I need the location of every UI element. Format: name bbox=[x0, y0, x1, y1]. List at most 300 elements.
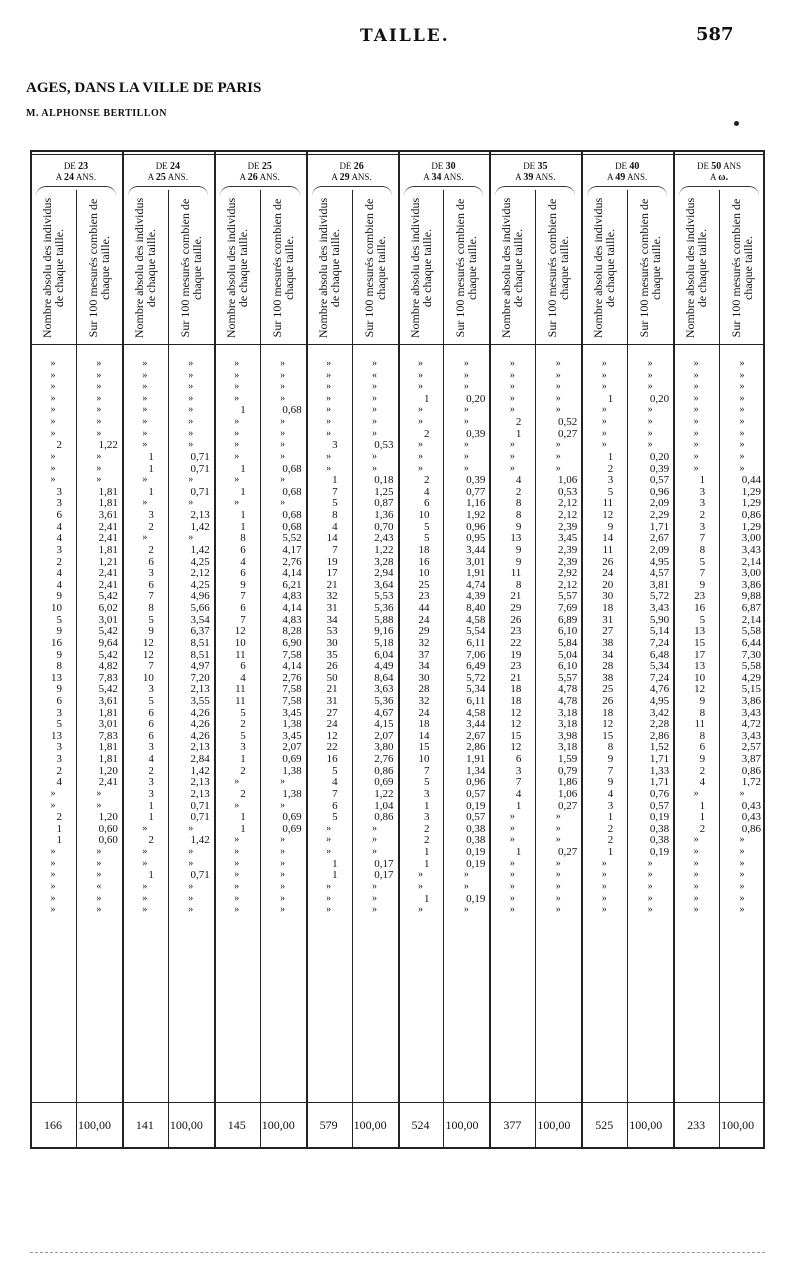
count-cell: 50 bbox=[326, 671, 338, 684]
column-header-count: Nombre absolu des individus de chaque taille. bbox=[683, 197, 710, 339]
count-cell: 6 bbox=[240, 660, 246, 673]
age-group-header bbox=[398, 161, 490, 183]
percent-cell: 5,88 bbox=[374, 613, 394, 626]
percent-cell: » bbox=[463, 869, 469, 881]
percent-cell: 0,19 bbox=[466, 799, 486, 812]
percent-cell: » bbox=[739, 439, 745, 451]
count-cell: » bbox=[693, 358, 699, 369]
count-cell: 14 bbox=[602, 532, 614, 545]
percent-cell: 4,17 bbox=[282, 543, 302, 556]
count-cell: » bbox=[601, 904, 607, 916]
count-cell: 7 bbox=[240, 590, 246, 603]
age-from-prefix: DE bbox=[697, 161, 710, 171]
column-header-percent: Sur 100 mesurés combien de chaque taille. bbox=[453, 198, 480, 338]
count-cell: » bbox=[417, 880, 423, 892]
percent-cell: 2,67 bbox=[649, 532, 670, 545]
percent-cell: » bbox=[739, 462, 745, 474]
count-cell: 7 bbox=[148, 590, 154, 603]
count-cell: » bbox=[509, 904, 515, 916]
count-cell: 1 bbox=[332, 869, 338, 882]
percent-cell: 4,29 bbox=[741, 671, 761, 684]
percent-cell: » bbox=[188, 904, 194, 916]
percent-cell: 4,96 bbox=[190, 590, 210, 603]
count-cell: » bbox=[234, 880, 240, 892]
count-cell: 21 bbox=[326, 683, 338, 696]
percent-cell: 0,86 bbox=[374, 811, 394, 824]
age-unit: ANS. bbox=[351, 172, 372, 182]
percent-cell: 1,16 bbox=[466, 497, 486, 510]
age-to-prefix: A bbox=[55, 172, 62, 182]
count-cell: » bbox=[234, 869, 240, 881]
percent-cell: 6,49 bbox=[466, 660, 486, 673]
percent-cell: 2,12 bbox=[558, 578, 578, 591]
age-from: 24 bbox=[169, 161, 180, 172]
percent-cell: 3,43 bbox=[649, 602, 670, 615]
age-to-prefix: A bbox=[515, 172, 522, 182]
percent-cell: » bbox=[372, 462, 378, 474]
percent-cell: » bbox=[188, 404, 194, 416]
percent-cell: 5,14 bbox=[649, 625, 670, 638]
count-cell: » bbox=[50, 892, 56, 904]
percent-cell: » bbox=[188, 369, 194, 381]
count-cell: 7 bbox=[332, 485, 338, 498]
count-cell: 22 bbox=[510, 636, 522, 649]
percent-cell: » bbox=[96, 392, 102, 404]
percent-cell: » bbox=[280, 474, 286, 486]
percent-cell: » bbox=[96, 904, 102, 916]
count-cell: 2 bbox=[515, 485, 522, 498]
percent-cell: 2,13 bbox=[190, 776, 210, 789]
percent-cell: 3,28 bbox=[374, 555, 394, 568]
percent-cell: 6,10 bbox=[558, 625, 578, 638]
age-group-header bbox=[489, 161, 581, 183]
count-cell: » bbox=[142, 474, 148, 486]
count-cell: 7 bbox=[148, 660, 154, 673]
count-cell: 23 bbox=[510, 660, 522, 673]
percent-cell: 4,26 bbox=[190, 729, 210, 742]
count-cell: 2 bbox=[423, 474, 430, 487]
percent-cell: 1,29 bbox=[741, 485, 761, 498]
count-cell: 4 bbox=[56, 520, 62, 533]
count-cell: » bbox=[234, 497, 240, 509]
age-to: 49 bbox=[615, 172, 626, 183]
count-cell: 26 bbox=[602, 694, 614, 707]
percent-cell: 7,20 bbox=[190, 671, 210, 684]
count-cell: » bbox=[50, 404, 56, 416]
percent-cell: » bbox=[555, 404, 561, 416]
count-cell: » bbox=[326, 904, 332, 916]
percent-cell: » bbox=[555, 880, 561, 892]
count-cell: » bbox=[326, 427, 332, 439]
percent-cell: » bbox=[739, 369, 745, 381]
count-cell: 1 bbox=[607, 811, 614, 824]
percent-cell: 4,26 bbox=[190, 718, 210, 731]
count-cell: 5 bbox=[148, 613, 154, 626]
count-cell: 6 bbox=[423, 497, 430, 510]
percent-cell: 0,96 bbox=[466, 776, 486, 789]
count-cell: 28 bbox=[602, 660, 614, 673]
count-cell: 3 bbox=[699, 485, 706, 498]
count-cell: 2 bbox=[607, 462, 614, 475]
percent-cell: 0,69 bbox=[374, 776, 394, 789]
percent-cell: 0,96 bbox=[649, 485, 670, 498]
percent-cell: 2,29 bbox=[649, 509, 670, 522]
percent-cell: 1,29 bbox=[741, 520, 761, 533]
percent-cell: » bbox=[463, 358, 469, 369]
count-cell: 32 bbox=[418, 694, 430, 707]
count-cell: » bbox=[601, 869, 607, 881]
column-header-percent: Sur 100 mesurés combien de chaque taille. bbox=[545, 198, 572, 338]
count-cell: 2 bbox=[699, 822, 706, 835]
percent-cell: 0,95 bbox=[466, 532, 486, 545]
count-cell: » bbox=[601, 416, 607, 428]
percent-cell: 0,68 bbox=[282, 404, 302, 417]
count-cell: 3 bbox=[148, 787, 154, 800]
percent-cell: » bbox=[280, 857, 286, 869]
percent-cell: » bbox=[555, 462, 561, 474]
count-cell: 1 bbox=[515, 799, 522, 812]
percent-cell: 0,52 bbox=[558, 416, 578, 429]
count-cell: » bbox=[142, 416, 148, 428]
count-cell: 10 bbox=[142, 671, 154, 684]
percent-cell: 2,43 bbox=[374, 532, 394, 545]
percent-cell: » bbox=[188, 846, 194, 858]
percent-cell: » bbox=[739, 787, 745, 799]
count-cell: » bbox=[234, 369, 240, 381]
percent-cell: » bbox=[188, 822, 194, 834]
count-cell: 1 bbox=[148, 450, 154, 463]
count-cell: » bbox=[693, 869, 699, 881]
percent-cell: » bbox=[372, 392, 378, 404]
count-cell: » bbox=[693, 857, 699, 869]
count-cell: 9 bbox=[607, 776, 614, 789]
count-cell: 12 bbox=[694, 683, 706, 696]
percent-cell: 0,86 bbox=[741, 764, 761, 777]
total-count: 166 bbox=[44, 1118, 62, 1132]
count-cell: » bbox=[417, 358, 423, 369]
percent-cell: 3,43 bbox=[741, 706, 761, 719]
count-cell: 23 bbox=[510, 625, 522, 638]
count-cell: 4 bbox=[423, 485, 430, 498]
count-cell: » bbox=[509, 822, 515, 834]
age-unit: ANS. bbox=[627, 172, 648, 182]
count-cell: 10 bbox=[234, 636, 246, 649]
percent-cell: 3,64 bbox=[374, 578, 394, 591]
count-cell: » bbox=[50, 904, 56, 916]
count-cell: 25 bbox=[602, 683, 614, 696]
count-cell: » bbox=[693, 834, 699, 846]
percent-cell: » bbox=[647, 381, 653, 393]
count-cell: 15 bbox=[602, 729, 614, 742]
percent-cell: 0,68 bbox=[282, 509, 302, 522]
percent-cell: 3,86 bbox=[741, 578, 761, 591]
percent-cell: » bbox=[188, 439, 194, 451]
percent-cell: 4,95 bbox=[649, 694, 670, 707]
count-cell: 15 bbox=[510, 729, 522, 742]
percent-cell: » bbox=[555, 822, 561, 834]
count-cell: » bbox=[326, 846, 332, 858]
percent-cell: 6,11 bbox=[466, 694, 486, 707]
percent-cell: 3,61 bbox=[98, 509, 118, 522]
count-cell: » bbox=[142, 532, 148, 544]
count-cell: 9 bbox=[240, 578, 246, 591]
count-cell: 6 bbox=[148, 718, 154, 731]
count-cell: » bbox=[50, 846, 56, 858]
count-cell: 5 bbox=[423, 520, 430, 533]
column-header-percent: Sur 100 mesurés combien de chaque taille. bbox=[729, 198, 756, 338]
count-cell: 12 bbox=[326, 729, 338, 742]
age-unit: ANS. bbox=[535, 172, 556, 182]
count-cell: 1 bbox=[332, 474, 338, 487]
count-cell: 1 bbox=[148, 869, 154, 882]
count-cell: 1 bbox=[423, 846, 430, 859]
count-cell: 2 bbox=[240, 764, 246, 777]
count-cell: » bbox=[234, 904, 240, 916]
percent-cell: 0,38 bbox=[649, 822, 670, 835]
count-cell: 1 bbox=[423, 892, 430, 905]
percent-cell: » bbox=[555, 358, 561, 369]
count-cell: 12 bbox=[510, 706, 522, 719]
percent-cell: » bbox=[280, 846, 286, 858]
percent-cell: » bbox=[372, 822, 378, 834]
count-cell: 3 bbox=[56, 543, 62, 556]
count-cell: 4 bbox=[56, 567, 62, 580]
count-cell: » bbox=[326, 880, 332, 892]
age-from-prefix: DE bbox=[615, 161, 628, 171]
age-to: ω. bbox=[718, 172, 729, 183]
count-cell: 31 bbox=[326, 694, 338, 707]
percent-cell: « bbox=[372, 369, 378, 381]
count-cell: 1 bbox=[699, 799, 706, 812]
percent-cell: 6,02 bbox=[98, 602, 118, 615]
count-cell: 7 bbox=[699, 532, 706, 545]
count-cell: 31 bbox=[602, 613, 614, 626]
count-cell: 2 bbox=[423, 834, 430, 847]
count-cell: 5 bbox=[332, 497, 338, 510]
total-count: 377 bbox=[503, 1118, 522, 1132]
count-cell: 53 bbox=[326, 625, 338, 638]
count-cell: » bbox=[234, 776, 240, 788]
count-cell: » bbox=[417, 369, 423, 381]
total-count: 233 bbox=[687, 1118, 706, 1132]
percent-cell: 4,78 bbox=[558, 694, 578, 707]
table-bottom-rule bbox=[30, 1147, 765, 1149]
count-cell: 1 bbox=[240, 404, 246, 417]
column-header-percent: Sur 100 mesurés combien de chaque taille. bbox=[269, 198, 296, 338]
percent-cell: 3,45 bbox=[282, 729, 302, 742]
count-cell: » bbox=[50, 416, 56, 428]
age-from-prefix: DE bbox=[523, 161, 536, 171]
percent-cell: » bbox=[372, 358, 378, 369]
percent-cell: 3,43 bbox=[741, 543, 761, 556]
count-cell: » bbox=[326, 834, 332, 846]
percent-cell: 7,58 bbox=[282, 648, 302, 661]
percent-cell: » bbox=[647, 404, 653, 416]
count-cell: 2 bbox=[56, 439, 62, 452]
percent-cell: » bbox=[647, 427, 653, 439]
count-cell: 12 bbox=[142, 648, 154, 661]
age-from-prefix: DE bbox=[63, 161, 76, 171]
age-from-prefix: DE bbox=[155, 161, 168, 171]
count-cell: » bbox=[693, 439, 699, 451]
percent-cell: 2,14 bbox=[741, 613, 761, 626]
count-cell: » bbox=[142, 439, 148, 451]
count-cell: » bbox=[693, 404, 699, 416]
percent-cell: 8,51 bbox=[190, 636, 210, 649]
count-cell: » bbox=[693, 381, 699, 393]
printer-dot bbox=[734, 121, 739, 126]
count-cell: » bbox=[234, 427, 240, 439]
age-group-header bbox=[214, 161, 306, 183]
count-cell: 6 bbox=[240, 602, 246, 615]
column-header-percent: Sur 100 mesurés combien de chaque taille. bbox=[637, 198, 664, 338]
count-cell: 11 bbox=[235, 683, 246, 696]
percent-cell: 5,53 bbox=[374, 590, 394, 603]
count-cell: 5 bbox=[148, 694, 154, 707]
count-cell: » bbox=[326, 392, 332, 404]
count-cell: » bbox=[326, 358, 332, 369]
count-cell: 9 bbox=[699, 753, 706, 766]
percent-cell: » bbox=[463, 404, 469, 416]
percent-cell: » bbox=[280, 358, 286, 369]
count-cell: 5 bbox=[332, 764, 338, 777]
page-title: AGES, DANS LA VILLE DE PARIS bbox=[26, 80, 262, 96]
count-cell: » bbox=[142, 392, 148, 404]
count-cell: 3 bbox=[332, 439, 338, 452]
age-to: 29 bbox=[339, 172, 350, 183]
count-cell: » bbox=[509, 450, 515, 462]
percent-cell: 0,38 bbox=[466, 822, 486, 835]
count-cell: 38 bbox=[602, 636, 614, 649]
percent-cell: » bbox=[372, 450, 378, 462]
count-cell: 1 bbox=[515, 846, 522, 859]
count-cell: » bbox=[509, 369, 515, 381]
count-cell: 1 bbox=[240, 822, 246, 835]
percent-cell: 0,19 bbox=[466, 892, 486, 905]
count-cell: 24 bbox=[418, 706, 430, 719]
percent-cell: » bbox=[739, 880, 745, 892]
percent-cell: » bbox=[280, 427, 286, 439]
count-cell: 4 bbox=[607, 787, 614, 800]
percent-cell: 2,12 bbox=[190, 567, 210, 580]
count-cell: 6 bbox=[515, 753, 522, 766]
percent-cell: 1,71 bbox=[649, 753, 670, 766]
count-cell: 44 bbox=[418, 602, 430, 615]
count-cell: » bbox=[326, 450, 332, 462]
percent-cell: » bbox=[96, 799, 102, 811]
count-cell: 3 bbox=[423, 811, 430, 824]
count-cell: » bbox=[50, 799, 56, 811]
count-cell: 8 bbox=[56, 660, 62, 673]
count-cell: 1 bbox=[423, 857, 430, 870]
percent-cell: 8,51 bbox=[190, 648, 210, 661]
percent-cell: » bbox=[96, 358, 102, 369]
percent-cell: 1,29 bbox=[741, 497, 761, 510]
count-cell: » bbox=[693, 904, 699, 916]
percent-cell: » bbox=[96, 474, 102, 486]
percent-cell: 2,67 bbox=[466, 729, 486, 742]
percent-cell: 4,49 bbox=[374, 660, 394, 673]
count-cell: » bbox=[417, 439, 423, 451]
percent-cell: 2,13 bbox=[190, 787, 210, 800]
count-cell: » bbox=[417, 904, 423, 916]
percent-cell: 0,43 bbox=[741, 799, 761, 812]
age-to-prefix: A bbox=[239, 172, 246, 182]
percent-cell: 0,18 bbox=[374, 474, 394, 487]
percent-cell: 1,59 bbox=[558, 753, 578, 766]
page-bottom-marks bbox=[30, 1252, 765, 1255]
count-cell: » bbox=[693, 846, 699, 858]
count-cell: 3 bbox=[515, 764, 522, 777]
percent-cell: 4,26 bbox=[190, 706, 210, 719]
percent-cell: 4,58 bbox=[466, 613, 486, 626]
percent-cell: 2,13 bbox=[190, 741, 210, 754]
percent-cell: 1,81 bbox=[98, 706, 118, 719]
count-cell: 7 bbox=[699, 567, 706, 580]
percent-cell: 2,76 bbox=[282, 671, 302, 684]
percent-cell: 4,78 bbox=[558, 683, 578, 696]
percent-cell: » bbox=[188, 381, 194, 393]
count-cell: 14 bbox=[326, 532, 338, 545]
count-cell: 1 bbox=[56, 822, 62, 835]
percent-cell: » bbox=[555, 439, 561, 451]
percent-cell: 0,69 bbox=[282, 811, 302, 824]
count-cell: 1 bbox=[607, 392, 614, 405]
percent-cell: » bbox=[463, 904, 469, 916]
count-cell: 2 bbox=[515, 416, 522, 429]
percent-cell: 3,86 bbox=[741, 694, 761, 707]
total-percent: 100,00 bbox=[537, 1118, 571, 1132]
count-cell: 32 bbox=[326, 590, 338, 603]
percent-cell: » bbox=[188, 880, 194, 892]
percent-cell: 3,01 bbox=[98, 718, 118, 731]
percent-cell: 0,20 bbox=[649, 450, 670, 463]
percent-cell: » bbox=[647, 892, 653, 904]
percent-cell: 8,64 bbox=[374, 671, 394, 684]
age-to: 26 bbox=[247, 172, 258, 183]
count-cell: 34 bbox=[326, 613, 338, 626]
count-cell: » bbox=[234, 358, 240, 369]
percent-cell: 0,71 bbox=[190, 485, 210, 498]
percent-cell: » bbox=[372, 404, 378, 416]
count-cell: » bbox=[693, 369, 699, 381]
percent-cell: » bbox=[188, 497, 194, 509]
count-cell: » bbox=[509, 869, 515, 881]
percent-cell: » bbox=[555, 392, 561, 404]
count-cell: 18 bbox=[510, 694, 522, 707]
percent-cell: 0,86 bbox=[741, 822, 761, 835]
age-to: 39 bbox=[523, 172, 534, 183]
total-count: 579 bbox=[319, 1118, 338, 1132]
percent-cell: » bbox=[372, 904, 378, 916]
count-cell: 18 bbox=[602, 602, 614, 615]
percent-cell: 3,45 bbox=[282, 706, 302, 719]
count-cell: » bbox=[509, 404, 515, 416]
percent-cell: » bbox=[280, 880, 286, 892]
count-cell: 1 bbox=[240, 509, 246, 522]
count-cell: 16 bbox=[694, 602, 706, 615]
percent-cell: 0,19 bbox=[649, 846, 670, 859]
count-cell: 1 bbox=[148, 811, 154, 824]
percent-cell: 6,87 bbox=[741, 602, 761, 615]
percent-cell: 6,89 bbox=[558, 613, 578, 626]
percent-cell: 0,68 bbox=[282, 462, 302, 475]
count-cell: 26 bbox=[326, 660, 338, 673]
percent-cell: 0,86 bbox=[374, 764, 394, 777]
percent-cell: 5,04 bbox=[558, 648, 578, 661]
count-cell: 1 bbox=[423, 799, 430, 812]
count-cell: » bbox=[601, 857, 607, 869]
